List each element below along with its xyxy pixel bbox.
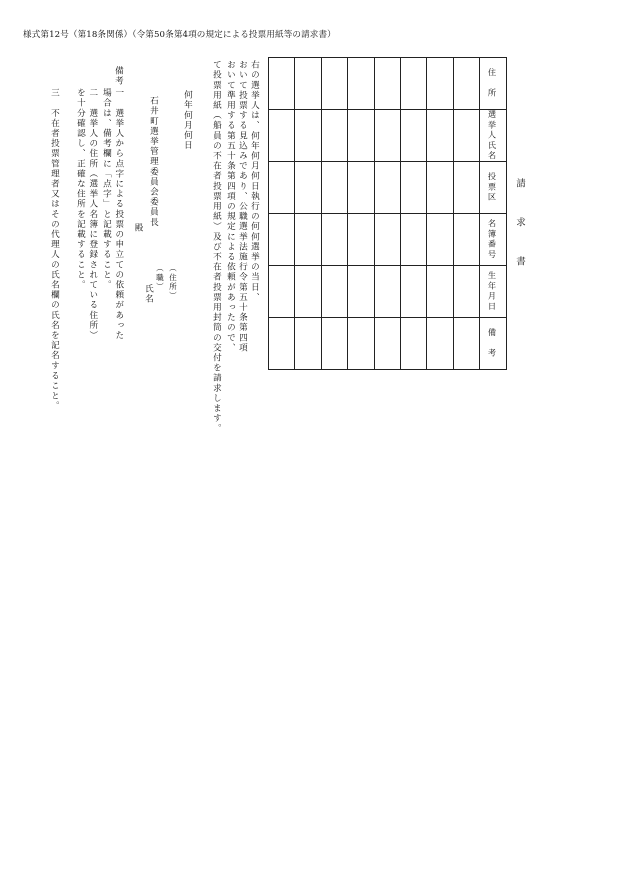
table-cell <box>453 110 479 162</box>
notes-heading: 備考 <box>113 66 124 87</box>
table-row <box>269 162 507 214</box>
request-table-body <box>269 58 507 370</box>
table-cell <box>374 318 400 370</box>
table-row <box>269 266 507 318</box>
sender-name-label: 氏名 <box>143 284 154 305</box>
note-item-1: 一 選挙人から点字による投票の申立ての依頼があった場合は、備考欄に「点字」と記載すること。 <box>101 88 124 341</box>
table-cell <box>269 266 295 318</box>
table-cell <box>400 58 426 110</box>
table-cell <box>348 318 374 370</box>
table-cell <box>295 318 321 370</box>
table-cell <box>427 318 453 370</box>
table-cell <box>374 110 400 162</box>
table-cell <box>453 318 479 370</box>
table-cell <box>453 162 479 214</box>
table-row <box>269 58 507 110</box>
note-item-2: 二 選挙人の住所（選挙人名簿に登録されている住所）を十分確認し、正確な住所を記載すること。 <box>75 88 98 341</box>
table-cell <box>453 266 479 318</box>
table-cell <box>427 58 453 110</box>
table-cell <box>295 58 321 110</box>
election-office: 石井町選挙管理委員会委員長 <box>148 96 159 228</box>
sender-address-label: （住所） <box>168 264 178 301</box>
table-cell <box>400 266 426 318</box>
table-cell <box>427 110 453 162</box>
column-header <box>480 110 507 162</box>
table-cell <box>269 58 295 110</box>
table-cell <box>321 318 347 370</box>
header-birthdate: 生年月日 <box>487 271 498 312</box>
header-register-number: 名簿番号 <box>487 219 498 260</box>
date-line: 何年何月何日 <box>182 90 193 151</box>
table-row <box>269 318 507 370</box>
table-cell <box>374 266 400 318</box>
table-cell <box>348 110 374 162</box>
header-voting-district: 投票区 <box>487 172 498 203</box>
table-row <box>269 214 507 266</box>
column-header <box>480 214 507 266</box>
table-cell <box>295 214 321 266</box>
table-cell <box>427 266 453 318</box>
sender-title-label: （職） <box>155 264 165 292</box>
column-header <box>480 266 507 318</box>
body-text-line-2: おいて投票する見込みであり、公職選挙法施行令第五十条第四項 <box>237 60 248 353</box>
column-header <box>480 162 507 214</box>
table-cell <box>374 58 400 110</box>
table-cell <box>269 318 295 370</box>
table-cell <box>321 266 347 318</box>
table-cell <box>400 214 426 266</box>
table-cell <box>321 214 347 266</box>
table-cell <box>348 214 374 266</box>
table-cell <box>348 266 374 318</box>
header-elector-name: 選挙人氏名 <box>487 110 498 161</box>
table-cell <box>400 162 426 214</box>
table-row <box>269 110 507 162</box>
honorific: 殿 <box>133 223 143 232</box>
request-table <box>268 57 507 370</box>
column-header <box>480 58 507 110</box>
table-cell <box>400 318 426 370</box>
body-text-line-3: おいて準用する第五十条第四項の規定による依頼があったので、 <box>225 60 236 353</box>
table-cell <box>427 214 453 266</box>
table-cell <box>321 58 347 110</box>
table-cell <box>269 162 295 214</box>
table-cell <box>295 162 321 214</box>
table-cell <box>453 58 479 110</box>
table-cell <box>321 162 347 214</box>
form-title: 請 求 書 <box>514 178 525 276</box>
table-cell <box>427 162 453 214</box>
table-cell <box>269 214 295 266</box>
table-cell <box>295 266 321 318</box>
table-cell <box>400 110 426 162</box>
table-cell <box>348 162 374 214</box>
note-item-3: 三 不在者投票管理者又はその代理人の氏名欄の氏名を記名すること。 <box>49 88 60 412</box>
table-cell <box>348 58 374 110</box>
body-text-line-1: 右の選挙人は、何年何月何日執行の何何選挙の当日、 <box>249 60 260 303</box>
column-header <box>480 318 507 370</box>
header-address: 住 所 <box>487 68 498 99</box>
body-text-line-4: て投票用紙（船員の不在者投票用紙）及び不在者投票用封筒の交付を請求します。 <box>211 60 222 434</box>
table-cell <box>269 110 295 162</box>
table-cell <box>453 214 479 266</box>
table-cell <box>374 162 400 214</box>
table-cell <box>374 214 400 266</box>
table-cell <box>295 110 321 162</box>
form-number-header: 様式第12号（第18条関係）（令第50条第4項の規定による投票用紙等の請求書） <box>23 30 336 40</box>
header-remarks: 備 考 <box>487 328 498 359</box>
table-cell <box>321 110 347 162</box>
